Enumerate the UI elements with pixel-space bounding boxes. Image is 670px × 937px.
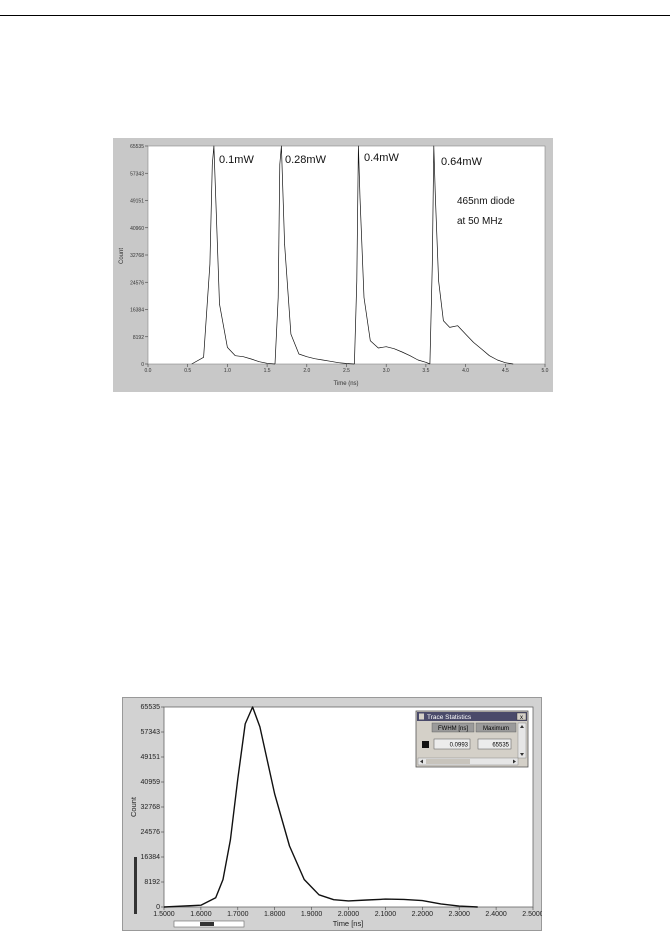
- annotation-0.28mW: 0.28mW: [285, 154, 326, 166]
- chart-1-x-axis-label: Time (ns): [333, 381, 359, 387]
- chart-2-y-tick-label: 57343: [140, 729, 160, 736]
- chart-1-y-tick-label: 8192: [132, 334, 144, 341]
- chart-1-y-tick-label: 57343: [130, 171, 144, 178]
- chart-2-x-tick-label: 1.7000: [227, 911, 249, 918]
- chart-2-x-tick-label: 1.8000: [263, 911, 286, 918]
- stats-window-app-icon: [419, 714, 424, 720]
- stats-hscroll-thumb[interactable]: [426, 759, 470, 764]
- chart-2-x-tick-label: 2.4000: [485, 911, 507, 918]
- trace-color-swatch: [422, 741, 429, 748]
- scrollbar-thumb[interactable]: [200, 922, 214, 926]
- chart-1-x-tick-label: 0.5: [184, 368, 192, 374]
- chart-2-x-tick-label: 1.6000: [190, 911, 212, 918]
- intensity-bar: [134, 857, 137, 914]
- chart-1-x-tick-label: 3.5: [422, 368, 430, 374]
- chart-2-y-tick-label: 49151: [140, 754, 160, 761]
- chart-1-y-tick-label: 16384: [130, 307, 144, 314]
- chart-1-x-tick-label: 4.5: [501, 368, 509, 374]
- close-icon: x: [520, 715, 523, 721]
- chart-2-x-tick-label: 1.9000: [300, 911, 323, 918]
- horizontal-scrollbar[interactable]: [174, 921, 244, 927]
- chart-1-y-axis-label: Count: [119, 247, 125, 265]
- chart-1-y-tick-label: 49151: [130, 198, 144, 205]
- chart-1-x-tick-label: 1.0: [223, 368, 231, 374]
- chart-2-y-tick-label: 16384: [140, 854, 160, 861]
- stats-value-maximum-text: 65535: [492, 742, 509, 749]
- chart-2-x-tick-label: 2.0000: [337, 911, 360, 918]
- note-line-1: 465nm diode: [457, 196, 515, 207]
- chart-2-svg: [122, 697, 542, 931]
- chart-2-y-tick-label: 8192: [144, 879, 160, 886]
- chart-2-y-tick-label: 32768: [140, 804, 160, 811]
- chart-2-y-tick-label: 24576: [140, 829, 160, 836]
- chart-1-plot-area: [148, 146, 545, 364]
- figure-2-single-trace-zoom: [122, 697, 542, 931]
- chart-1-x-tick-label: 2.5: [343, 368, 350, 374]
- chart-1-x-tick-label: 4.0: [462, 368, 470, 374]
- stats-window-title: Trace Statistics: [427, 714, 472, 721]
- stats-value-fwhm-text: 0.0993: [449, 742, 468, 749]
- chart-1-y-tick-label: 40960: [130, 225, 144, 232]
- page-header-rule: [0, 15, 670, 16]
- chart-2-x-tick-label: 1.5000: [153, 911, 175, 918]
- chart-1-y-tick-label: 0: [141, 362, 144, 368]
- chart-2-x-tick-label: 2.1000: [374, 911, 397, 918]
- chart-2-x-axis-label: Time [ns]: [332, 919, 364, 928]
- annotation-0.1mW: 0.1mW: [219, 154, 254, 166]
- chart-1-y-tick-label: 32768: [130, 253, 144, 259]
- note-line-2: at 50 MHz: [457, 216, 503, 227]
- chart-2-y-tick-label: 40959: [140, 779, 160, 786]
- annotation-0.4mW: 0.4mW: [364, 152, 399, 164]
- stats-vertical-scrollbar[interactable]: [518, 723, 526, 758]
- chart-2-y-axis-label: Count: [129, 796, 138, 818]
- figure-1-multi-power-traces: [113, 138, 553, 392]
- chart-2-x-tick-label: 2.5000: [522, 911, 542, 918]
- stats-header-fwhm-label: FWHM [ns]: [438, 726, 468, 732]
- chart-2-y-tick-label: 65535: [140, 704, 160, 711]
- chart-1-svg: [113, 138, 553, 392]
- chart-1-x-tick-label: 0.0: [144, 368, 152, 374]
- chart-2-y-tick-label: 0: [156, 904, 160, 911]
- stats-header-maximum-label: Maximum: [482, 726, 510, 732]
- chart-2-x-tick-label: 2.2000: [411, 911, 434, 918]
- trace-statistics-window[interactable]: [416, 711, 528, 767]
- annotation-0.64mW: 0.64mW: [441, 156, 482, 168]
- chart-1-x-tick-label: 1.5: [263, 368, 271, 374]
- chart-1-x-tick-label: 5.0: [541, 368, 549, 374]
- chart-2-x-tick-label: 2.3000: [448, 911, 470, 918]
- chart-1-y-tick-label: 24576: [130, 280, 144, 287]
- chart-1-x-tick-label: 2.0: [303, 368, 311, 374]
- chart-1-x-tick-label: 3.0: [382, 368, 390, 374]
- chart-1-y-tick-label: 65535: [130, 144, 144, 150]
